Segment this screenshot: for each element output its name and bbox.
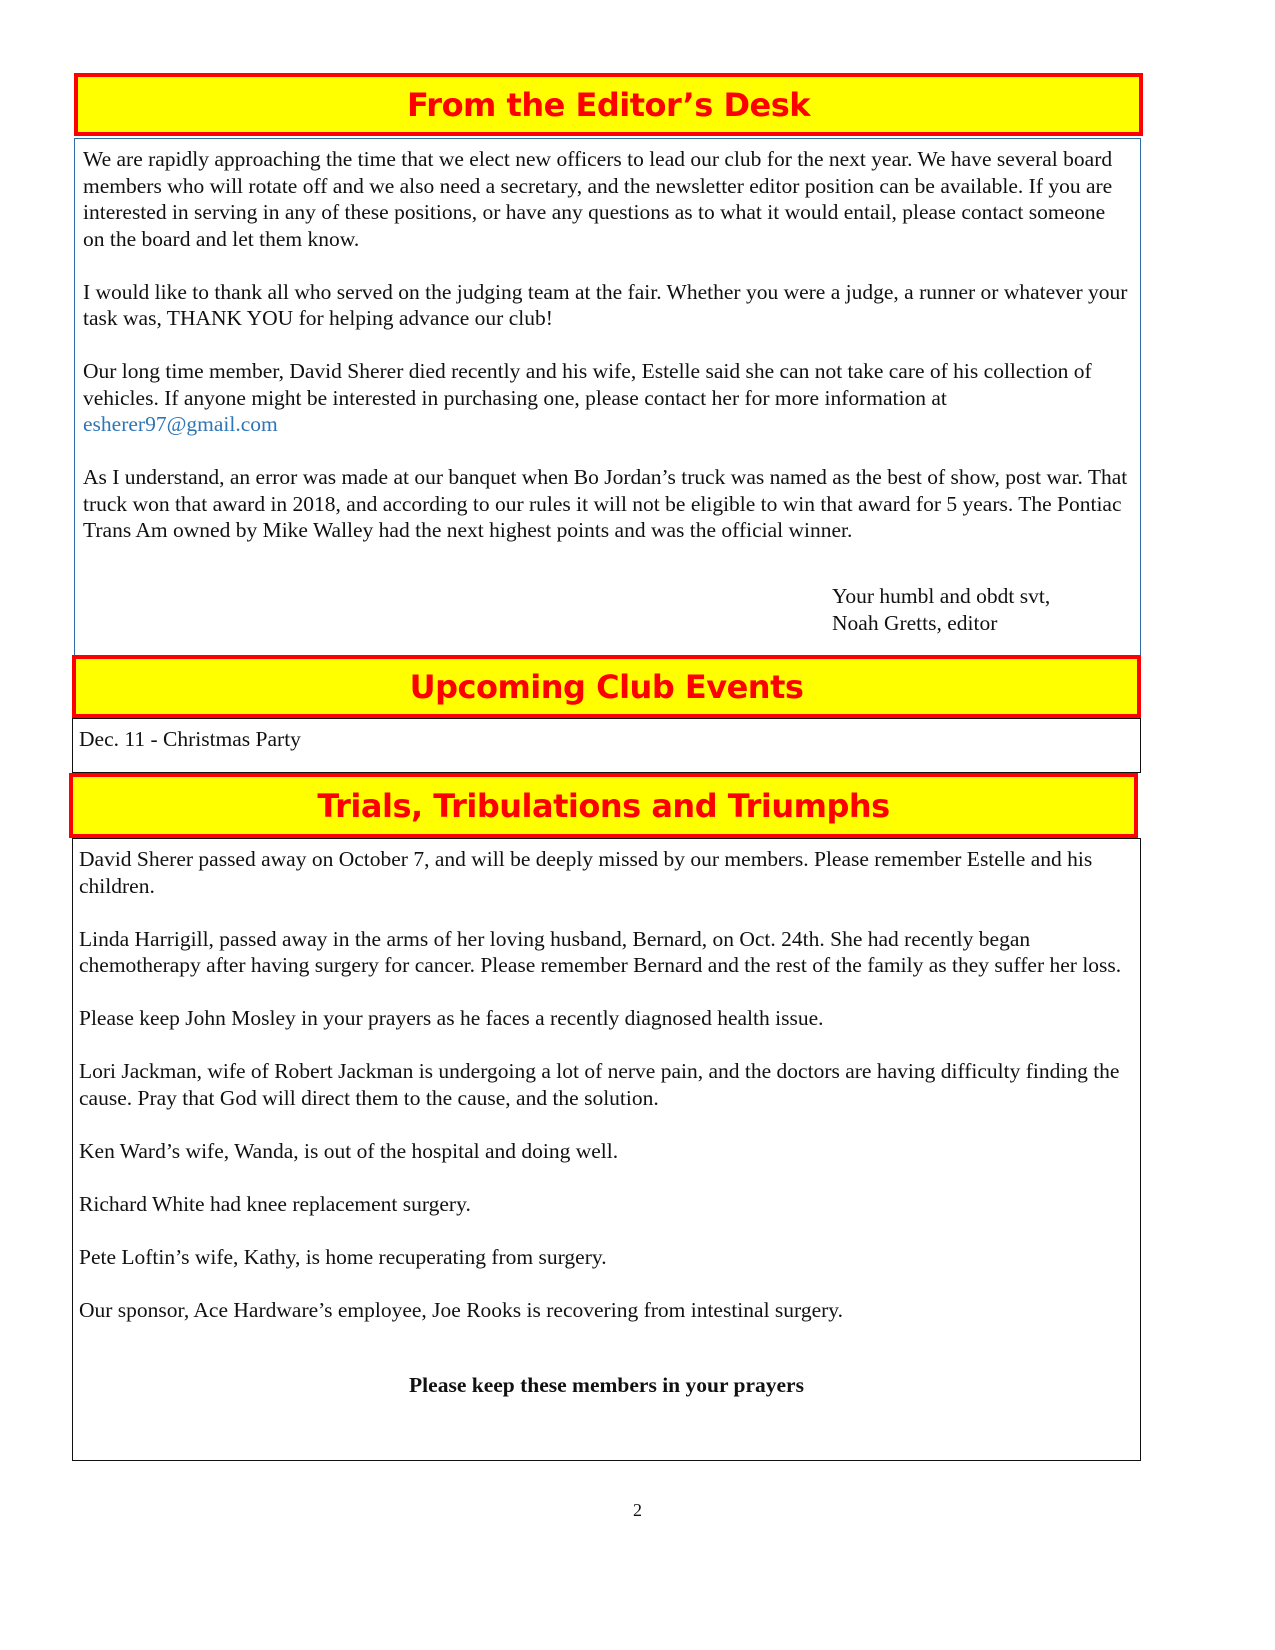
signoff-line-2: Noah Gretts, editor <box>832 610 998 635</box>
trials-paragraph-4: Lori Jackman, wife of Robert Jackman is undergoing a lot of nerve pain, and the doctors are having difficulty finding the cause. Pray that God will direct them to the cause, and the solution. <box>79 1059 1120 1110</box>
editor-paragraph-1: We are rapidly approaching the time that we elect new officers to lead our club for the next year. We have several board members who will rotate off and we also need a secretary, and the newsletter editor position can be available. If you are interested in serving in any of these positions, or have any questions as to what it would entail, please contact someone on the board and let them know. <box>83 147 1113 251</box>
editor-paragraph-2: I would like to thank all who served on the judging team at the fair. Whether you were a judge, a runner or whatever your task was, THANK YOU for helping advance our club! <box>83 279 1128 330</box>
trials-paragraph-5: Ken Ward’s wife, Wanda, is out of the hospital and doing well. <box>79 1138 619 1163</box>
page-number: 2 <box>633 1500 642 1520</box>
trials-box <box>72 838 1141 1461</box>
trials-paragraph-6: Richard White had knee replacement surgery. <box>79 1191 471 1216</box>
signoff-line-1: Your humbl and obdt svt, <box>832 584 1051 608</box>
events-box <box>72 718 1141 773</box>
editor-banner <box>74 73 1143 136</box>
editor-box <box>74 138 1141 656</box>
trials-banner <box>69 773 1138 838</box>
editor-paragraph-3-text: Our long time member, David Sherer died recently and his wife, Estelle said she can not take care of his collection of vehicles. If anyone might be interested in purchasing one, please contact her for more information at <box>83 359 1092 410</box>
trials-heading: Trials, Tribulations and Triumphs <box>317 786 890 825</box>
trials-paragraph-2: Linda Harrigill, passed away in the arms of her loving husband, Bernard, on Oct. 24th. She had recently began chemotherapy after having surgery for cancer. Please remember Bernard and the rest of the family as they suffer her loss. <box>79 926 1122 977</box>
trials-paragraph-8: Our sponsor, Ace Hardware’s employee, Joe Rooks is recovering from intestinal surgery. <box>79 1297 843 1322</box>
trials-paragraph-3: Please keep John Mosley in your prayers as he faces a recently diagnosed health issue. <box>79 1006 824 1030</box>
events-banner <box>72 655 1141 718</box>
editor-heading: From the Editor’s Desk <box>406 85 811 124</box>
prayers-closing: Please keep these members in your prayers <box>409 1373 804 1397</box>
editor-paragraph-3 <box>83 358 1132 438</box>
event-item: Dec. 11 - Christmas Party <box>79 727 301 751</box>
editor-paragraph-4: As I understand, an error was made at our banquet when Bo Jordan’s truck was named as the best of show, post war. That truck won that award in 2018, and according to our rules it will not be eligible to win that award for 5 years. The Pontiac Trans Am owned by Mike Walley had the next highest points and was the official winner. <box>83 465 1128 542</box>
events-heading: Upcoming Club Events <box>409 667 804 706</box>
trials-paragraph-7: Pete Loftin’s wife, Kathy, is home recuperating from surgery. <box>79 1244 607 1269</box>
signature <box>832 583 1050 636</box>
email-link[interactable]: esherer97@gmail.com <box>83 412 278 436</box>
trials-paragraph-1: David Sherer passed away on October 7, and will be deeply missed by our members. Please remember Estelle and his children. <box>79 847 1093 898</box>
